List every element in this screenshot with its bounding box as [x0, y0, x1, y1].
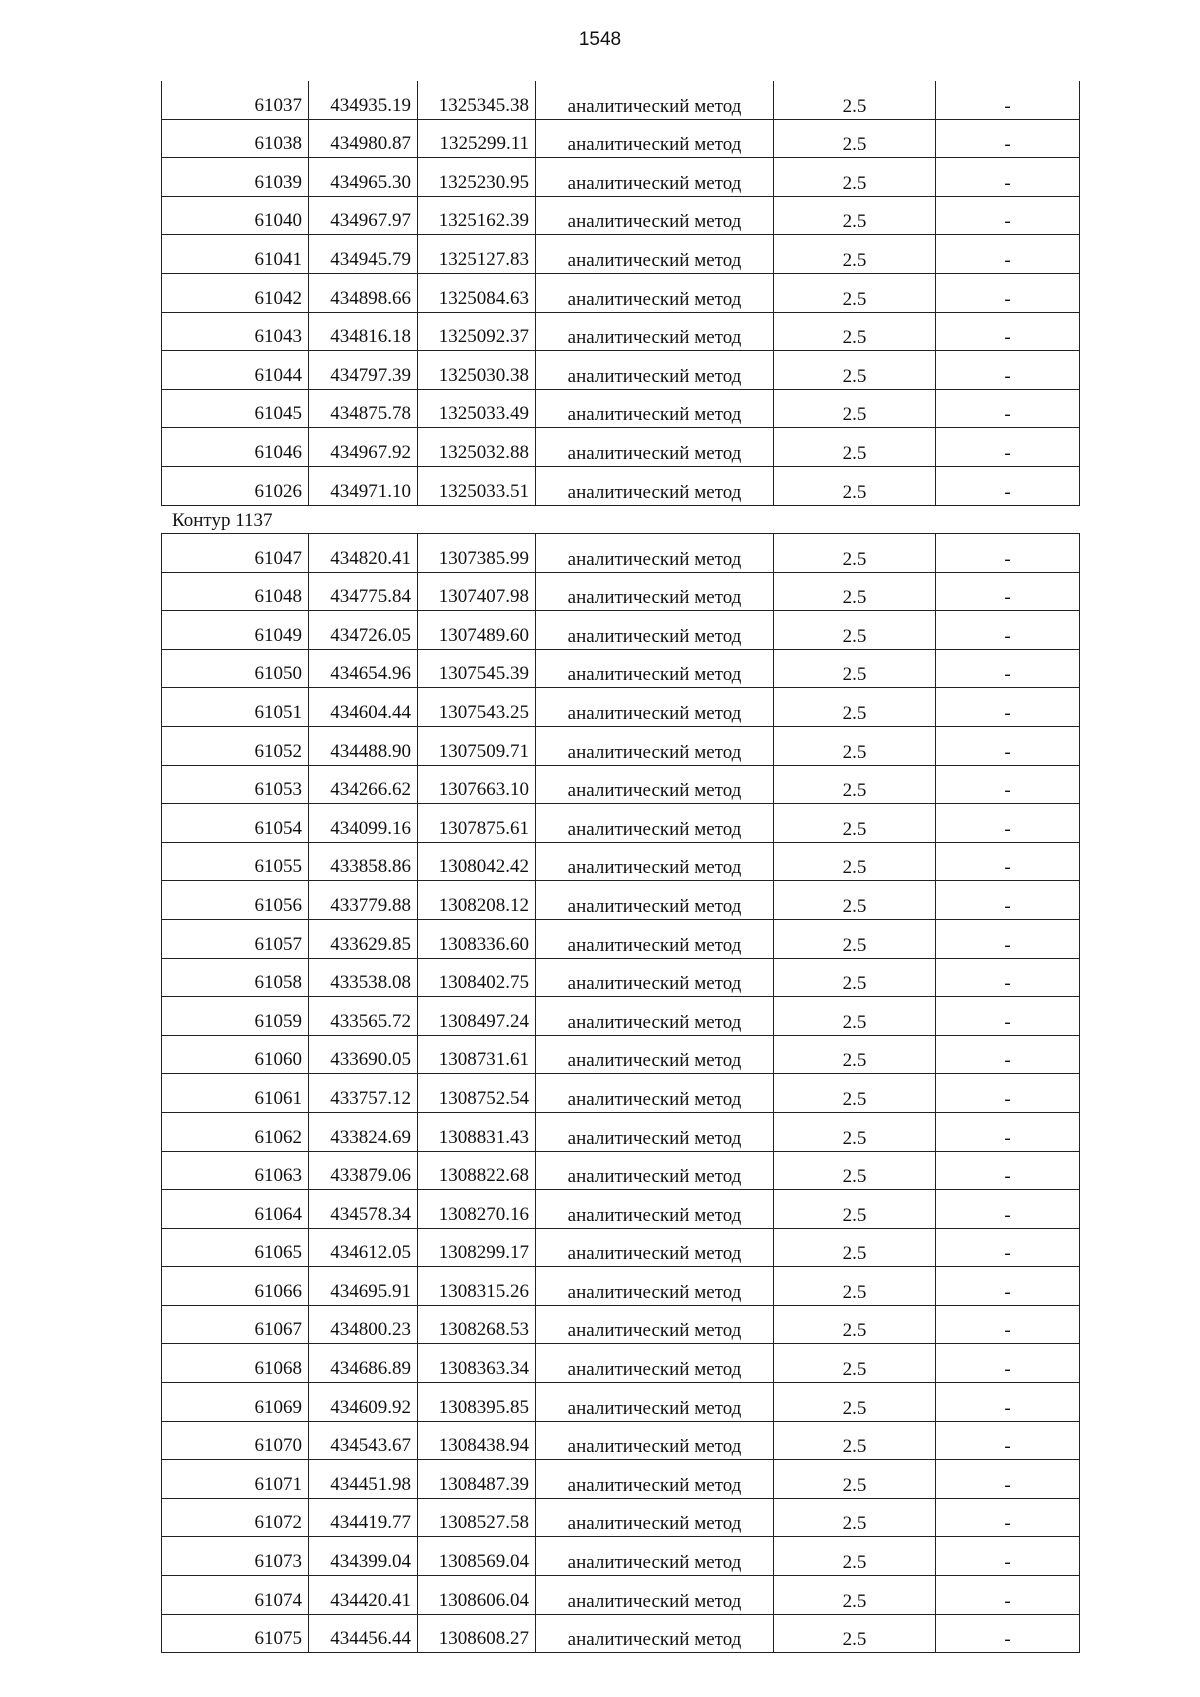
- point-number-cell: 61039: [162, 158, 309, 197]
- description-cell: -: [936, 389, 1080, 428]
- method-cell: аналитический метод: [536, 765, 774, 804]
- method-cell: аналитический метод: [536, 351, 774, 390]
- x-coordinate-cell: 434609.92: [309, 1383, 418, 1422]
- accuracy-cell: 2.5: [774, 1344, 936, 1383]
- y-coordinate-cell: 1325127.83: [418, 235, 536, 274]
- table-row: [162, 196, 1080, 235]
- description-cell: -: [936, 649, 1080, 688]
- point-number-cell: 61050: [162, 649, 309, 688]
- y-coordinate-cell: 1307875.61: [418, 804, 536, 843]
- y-coordinate-cell: 1308831.43: [418, 1112, 536, 1151]
- table-row: [162, 919, 1080, 958]
- accuracy-cell: 2.5: [774, 312, 936, 351]
- method-cell: аналитический метод: [536, 196, 774, 235]
- point-number-cell: 61041: [162, 235, 309, 274]
- table-row: [162, 1228, 1080, 1267]
- y-coordinate-cell: 1325092.37: [418, 312, 536, 351]
- description-cell: -: [936, 688, 1080, 727]
- point-number-cell: 61037: [162, 81, 309, 119]
- table-row: [162, 119, 1080, 158]
- table-row: [162, 881, 1080, 920]
- accuracy-cell: 2.5: [774, 1151, 936, 1190]
- y-coordinate-cell: 1307407.98: [418, 572, 536, 611]
- point-number-cell: 61062: [162, 1112, 309, 1151]
- description-cell: -: [936, 1460, 1080, 1499]
- point-number-cell: 61064: [162, 1190, 309, 1229]
- y-coordinate-cell: 1308752.54: [418, 1074, 536, 1113]
- point-number-cell: 61060: [162, 1035, 309, 1074]
- contour-label: Контур 1137: [172, 510, 273, 531]
- accuracy-cell: 2.5: [774, 534, 936, 573]
- description-cell: -: [936, 1074, 1080, 1113]
- x-coordinate-cell: 433629.85: [309, 919, 418, 958]
- accuracy-cell: 2.5: [774, 81, 936, 119]
- accuracy-cell: 2.5: [774, 389, 936, 428]
- point-number-cell: 61066: [162, 1267, 309, 1306]
- y-coordinate-cell: 1308731.61: [418, 1035, 536, 1074]
- y-coordinate-cell: 1307545.39: [418, 649, 536, 688]
- description-cell: -: [936, 351, 1080, 390]
- method-cell: аналитический метод: [536, 534, 774, 573]
- method-cell: аналитический метод: [536, 1421, 774, 1460]
- description-cell: -: [936, 726, 1080, 765]
- table-row: [162, 1537, 1080, 1576]
- table-row: [162, 534, 1080, 573]
- description-cell: -: [936, 1228, 1080, 1267]
- method-cell: аналитический метод: [536, 1151, 774, 1190]
- description-cell: -: [936, 1614, 1080, 1653]
- description-cell: -: [936, 611, 1080, 650]
- y-coordinate-cell: 1308042.42: [418, 842, 536, 881]
- x-coordinate-cell: 434980.87: [309, 119, 418, 158]
- method-cell: аналитический метод: [536, 726, 774, 765]
- table-row: [162, 158, 1080, 197]
- x-coordinate-cell: 434797.39: [309, 351, 418, 390]
- method-cell: аналитический метод: [536, 1112, 774, 1151]
- x-coordinate-cell: 433538.08: [309, 958, 418, 997]
- y-coordinate-cell: 1308315.26: [418, 1267, 536, 1306]
- x-coordinate-cell: 434456.44: [309, 1614, 418, 1653]
- table-row: [162, 1421, 1080, 1460]
- accuracy-cell: 2.5: [774, 1537, 936, 1576]
- x-coordinate-cell: 433879.06: [309, 1151, 418, 1190]
- table-row: [162, 1576, 1080, 1615]
- x-coordinate-cell: 434816.18: [309, 312, 418, 351]
- method-cell: аналитический метод: [536, 1305, 774, 1344]
- description-cell: -: [936, 1112, 1080, 1151]
- point-number-cell: 61056: [162, 881, 309, 920]
- x-coordinate-cell: 434695.91: [309, 1267, 418, 1306]
- y-coordinate-cell: 1307489.60: [418, 611, 536, 650]
- y-coordinate-cell: 1308268.53: [418, 1305, 536, 1344]
- description-cell: -: [936, 997, 1080, 1036]
- method-cell: аналитический метод: [536, 466, 774, 505]
- description-cell: -: [936, 466, 1080, 505]
- method-cell: аналитический метод: [536, 688, 774, 727]
- point-number-cell: 61052: [162, 726, 309, 765]
- description-cell: -: [936, 958, 1080, 997]
- table-row: [162, 1190, 1080, 1229]
- table-row: [162, 958, 1080, 997]
- x-coordinate-cell: 434420.41: [309, 1576, 418, 1615]
- point-number-cell: 61061: [162, 1074, 309, 1113]
- point-number-cell: 61026: [162, 466, 309, 505]
- table-row: [162, 1112, 1080, 1151]
- point-number-cell: 61045: [162, 389, 309, 428]
- y-coordinate-cell: 1308497.24: [418, 997, 536, 1036]
- point-number-cell: 61048: [162, 572, 309, 611]
- point-number-cell: 61071: [162, 1460, 309, 1499]
- point-number-cell: 61053: [162, 765, 309, 804]
- point-number-cell: 61065: [162, 1228, 309, 1267]
- y-coordinate-cell: 1307385.99: [418, 534, 536, 573]
- accuracy-cell: 2.5: [774, 1383, 936, 1422]
- method-cell: аналитический метод: [536, 1074, 774, 1113]
- accuracy-cell: 2.5: [774, 842, 936, 881]
- x-coordinate-cell: 434419.77: [309, 1498, 418, 1537]
- x-coordinate-cell: 434399.04: [309, 1537, 418, 1576]
- method-cell: аналитический метод: [536, 312, 774, 351]
- table-row: [162, 842, 1080, 881]
- coordinates-table-continued: [161, 81, 1080, 506]
- accuracy-cell: 2.5: [774, 804, 936, 843]
- table-row: [162, 688, 1080, 727]
- method-cell: аналитический метод: [536, 1576, 774, 1615]
- method-cell: аналитический метод: [536, 158, 774, 197]
- y-coordinate-cell: 1308208.12: [418, 881, 536, 920]
- description-cell: -: [936, 273, 1080, 312]
- accuracy-cell: 2.5: [774, 158, 936, 197]
- description-cell: -: [936, 312, 1080, 351]
- accuracy-cell: 2.5: [774, 688, 936, 727]
- method-cell: аналитический метод: [536, 1267, 774, 1306]
- description-cell: -: [936, 765, 1080, 804]
- point-number-cell: 61051: [162, 688, 309, 727]
- point-number-cell: 61057: [162, 919, 309, 958]
- x-coordinate-cell: 433565.72: [309, 997, 418, 1036]
- table-row: [162, 312, 1080, 351]
- y-coordinate-cell: 1307509.71: [418, 726, 536, 765]
- description-cell: -: [936, 919, 1080, 958]
- accuracy-cell: 2.5: [774, 1614, 936, 1653]
- table-row: [162, 997, 1080, 1036]
- y-coordinate-cell: 1325162.39: [418, 196, 536, 235]
- table-row: [162, 1035, 1080, 1074]
- point-number-cell: 61067: [162, 1305, 309, 1344]
- method-cell: аналитический метод: [536, 1035, 774, 1074]
- y-coordinate-cell: 1325084.63: [418, 273, 536, 312]
- y-coordinate-cell: 1308569.04: [418, 1537, 536, 1576]
- table-row: [162, 466, 1080, 505]
- point-number-cell: 61040: [162, 196, 309, 235]
- accuracy-cell: 2.5: [774, 1267, 936, 1306]
- table-row: [162, 81, 1080, 119]
- x-coordinate-cell: 434965.30: [309, 158, 418, 197]
- description-cell: -: [936, 1035, 1080, 1074]
- x-coordinate-cell: 434898.66: [309, 273, 418, 312]
- point-number-cell: 61058: [162, 958, 309, 997]
- y-coordinate-cell: 1308608.27: [418, 1614, 536, 1653]
- x-coordinate-cell: 434967.92: [309, 428, 418, 467]
- y-coordinate-cell: 1308363.34: [418, 1344, 536, 1383]
- accuracy-cell: 2.5: [774, 1305, 936, 1344]
- method-cell: аналитический метод: [536, 804, 774, 843]
- x-coordinate-cell: 434543.67: [309, 1421, 418, 1460]
- point-number-cell: 61038: [162, 119, 309, 158]
- accuracy-cell: 2.5: [774, 466, 936, 505]
- description-cell: -: [936, 1498, 1080, 1537]
- table-row: [162, 572, 1080, 611]
- x-coordinate-cell: 434775.84: [309, 572, 418, 611]
- point-number-cell: 61069: [162, 1383, 309, 1422]
- description-cell: -: [936, 158, 1080, 197]
- accuracy-cell: 2.5: [774, 611, 936, 650]
- description-cell: -: [936, 119, 1080, 158]
- x-coordinate-cell: 434266.62: [309, 765, 418, 804]
- accuracy-cell: 2.5: [774, 997, 936, 1036]
- accuracy-cell: 2.5: [774, 428, 936, 467]
- y-coordinate-cell: 1307543.25: [418, 688, 536, 727]
- accuracy-cell: 2.5: [774, 1460, 936, 1499]
- description-cell: -: [936, 428, 1080, 467]
- accuracy-cell: 2.5: [774, 572, 936, 611]
- method-cell: аналитический метод: [536, 572, 774, 611]
- method-cell: аналитический метод: [536, 611, 774, 650]
- method-cell: аналитический метод: [536, 428, 774, 467]
- description-cell: -: [936, 1576, 1080, 1615]
- method-cell: аналитический метод: [536, 1190, 774, 1229]
- y-coordinate-cell: 1308270.16: [418, 1190, 536, 1229]
- table-row: [162, 351, 1080, 390]
- description-cell: -: [936, 804, 1080, 843]
- y-coordinate-cell: 1325033.51: [418, 466, 536, 505]
- accuracy-cell: 2.5: [774, 1074, 936, 1113]
- description-cell: -: [936, 1267, 1080, 1306]
- description-cell: -: [936, 1305, 1080, 1344]
- point-number-cell: 61075: [162, 1614, 309, 1653]
- y-coordinate-cell: 1308487.39: [418, 1460, 536, 1499]
- point-number-cell: 61072: [162, 1498, 309, 1537]
- x-coordinate-cell: 434820.41: [309, 534, 418, 573]
- x-coordinate-cell: 433779.88: [309, 881, 418, 920]
- accuracy-cell: 2.5: [774, 919, 936, 958]
- y-coordinate-cell: 1325230.95: [418, 158, 536, 197]
- x-coordinate-cell: 434800.23: [309, 1305, 418, 1344]
- method-cell: аналитический метод: [536, 919, 774, 958]
- page-number: 1548: [578, 29, 622, 50]
- accuracy-cell: 2.5: [774, 351, 936, 390]
- method-cell: аналитический метод: [536, 81, 774, 119]
- point-number-cell: 61074: [162, 1576, 309, 1615]
- y-coordinate-cell: 1325030.38: [418, 351, 536, 390]
- method-cell: аналитический метод: [536, 1537, 774, 1576]
- description-cell: -: [936, 1190, 1080, 1229]
- method-cell: аналитический метод: [536, 881, 774, 920]
- method-cell: аналитический метод: [536, 389, 774, 428]
- method-cell: аналитический метод: [536, 958, 774, 997]
- description-cell: -: [936, 1383, 1080, 1422]
- x-coordinate-cell: 433824.69: [309, 1112, 418, 1151]
- method-cell: аналитический метод: [536, 649, 774, 688]
- coordinates-table-body: [162, 534, 1080, 1653]
- x-coordinate-cell: 434604.44: [309, 688, 418, 727]
- y-coordinate-cell: 1308336.60: [418, 919, 536, 958]
- method-cell: аналитический метод: [536, 842, 774, 881]
- x-coordinate-cell: 434612.05: [309, 1228, 418, 1267]
- point-number-cell: 61046: [162, 428, 309, 467]
- description-cell: -: [936, 235, 1080, 274]
- y-coordinate-cell: 1325033.49: [418, 389, 536, 428]
- x-coordinate-cell: 434654.96: [309, 649, 418, 688]
- table-row: [162, 611, 1080, 650]
- x-coordinate-cell: 434451.98: [309, 1460, 418, 1499]
- accuracy-cell: 2.5: [774, 1035, 936, 1074]
- table-row: [162, 389, 1080, 428]
- x-coordinate-cell: 434935.19: [309, 81, 418, 119]
- method-cell: аналитический метод: [536, 1228, 774, 1267]
- point-number-cell: 61070: [162, 1421, 309, 1460]
- x-coordinate-cell: 434875.78: [309, 389, 418, 428]
- accuracy-cell: 2.5: [774, 1498, 936, 1537]
- x-coordinate-cell: 433757.12: [309, 1074, 418, 1113]
- method-cell: аналитический метод: [536, 273, 774, 312]
- table-row: [162, 1383, 1080, 1422]
- x-coordinate-cell: 434945.79: [309, 235, 418, 274]
- method-cell: аналитический метод: [536, 119, 774, 158]
- method-cell: аналитический метод: [536, 997, 774, 1036]
- x-coordinate-cell: 433690.05: [309, 1035, 418, 1074]
- description-cell: -: [936, 81, 1080, 119]
- description-cell: -: [936, 881, 1080, 920]
- description-cell: -: [936, 842, 1080, 881]
- accuracy-cell: 2.5: [774, 119, 936, 158]
- y-coordinate-cell: 1308606.04: [418, 1576, 536, 1615]
- accuracy-cell: 2.5: [774, 649, 936, 688]
- table-row: [162, 726, 1080, 765]
- point-number-cell: 61049: [162, 611, 309, 650]
- accuracy-cell: 2.5: [774, 1112, 936, 1151]
- coordinates-table-contour: [161, 533, 1080, 1653]
- description-cell: -: [936, 572, 1080, 611]
- table-row: [162, 235, 1080, 274]
- point-number-cell: 61047: [162, 534, 309, 573]
- point-number-cell: 61054: [162, 804, 309, 843]
- table-row: [162, 1498, 1080, 1537]
- accuracy-cell: 2.5: [774, 881, 936, 920]
- point-number-cell: 61073: [162, 1537, 309, 1576]
- table-row: [162, 1074, 1080, 1113]
- table-row: [162, 273, 1080, 312]
- table-row: [162, 1344, 1080, 1383]
- x-coordinate-cell: 434578.34: [309, 1190, 418, 1229]
- description-cell: -: [936, 534, 1080, 573]
- table-row: [162, 765, 1080, 804]
- y-coordinate-cell: 1308438.94: [418, 1421, 536, 1460]
- description-cell: -: [936, 196, 1080, 235]
- x-coordinate-cell: 434686.89: [309, 1344, 418, 1383]
- point-number-cell: 61044: [162, 351, 309, 390]
- x-coordinate-cell: 434099.16: [309, 804, 418, 843]
- accuracy-cell: 2.5: [774, 765, 936, 804]
- accuracy-cell: 2.5: [774, 196, 936, 235]
- coordinates-table-body: [162, 81, 1080, 505]
- y-coordinate-cell: 1308402.75: [418, 958, 536, 997]
- table-row: [162, 1151, 1080, 1190]
- method-cell: аналитический метод: [536, 1344, 774, 1383]
- accuracy-cell: 2.5: [774, 1421, 936, 1460]
- accuracy-cell: 2.5: [774, 235, 936, 274]
- table-row: [162, 1305, 1080, 1344]
- y-coordinate-cell: 1325299.11: [418, 119, 536, 158]
- table-row: [162, 428, 1080, 467]
- accuracy-cell: 2.5: [774, 726, 936, 765]
- method-cell: аналитический метод: [536, 1383, 774, 1422]
- y-coordinate-cell: 1308299.17: [418, 1228, 536, 1267]
- accuracy-cell: 2.5: [774, 1228, 936, 1267]
- point-number-cell: 61042: [162, 273, 309, 312]
- accuracy-cell: 2.5: [774, 1190, 936, 1229]
- description-cell: -: [936, 1151, 1080, 1190]
- point-number-cell: 61059: [162, 997, 309, 1036]
- table-row: [162, 649, 1080, 688]
- y-coordinate-cell: 1308822.68: [418, 1151, 536, 1190]
- y-coordinate-cell: 1307663.10: [418, 765, 536, 804]
- table-row: [162, 1614, 1080, 1653]
- x-coordinate-cell: 433858.86: [309, 842, 418, 881]
- x-coordinate-cell: 434488.90: [309, 726, 418, 765]
- accuracy-cell: 2.5: [774, 273, 936, 312]
- method-cell: аналитический метод: [536, 1614, 774, 1653]
- point-number-cell: 61068: [162, 1344, 309, 1383]
- y-coordinate-cell: 1325032.88: [418, 428, 536, 467]
- description-cell: -: [936, 1421, 1080, 1460]
- description-cell: -: [936, 1344, 1080, 1383]
- x-coordinate-cell: 434967.97: [309, 196, 418, 235]
- method-cell: аналитический метод: [536, 1460, 774, 1499]
- y-coordinate-cell: 1308395.85: [418, 1383, 536, 1422]
- method-cell: аналитический метод: [536, 1498, 774, 1537]
- description-cell: -: [936, 1537, 1080, 1576]
- y-coordinate-cell: 1308527.58: [418, 1498, 536, 1537]
- x-coordinate-cell: 434971.10: [309, 466, 418, 505]
- point-number-cell: 61055: [162, 842, 309, 881]
- x-coordinate-cell: 434726.05: [309, 611, 418, 650]
- accuracy-cell: 2.5: [774, 1576, 936, 1615]
- point-number-cell: 61063: [162, 1151, 309, 1190]
- method-cell: аналитический метод: [536, 235, 774, 274]
- table-row: [162, 1460, 1080, 1499]
- table-row: [162, 804, 1080, 843]
- y-coordinate-cell: 1325345.38: [418, 81, 536, 119]
- accuracy-cell: 2.5: [774, 958, 936, 997]
- point-number-cell: 61043: [162, 312, 309, 351]
- table-row: [162, 1267, 1080, 1306]
